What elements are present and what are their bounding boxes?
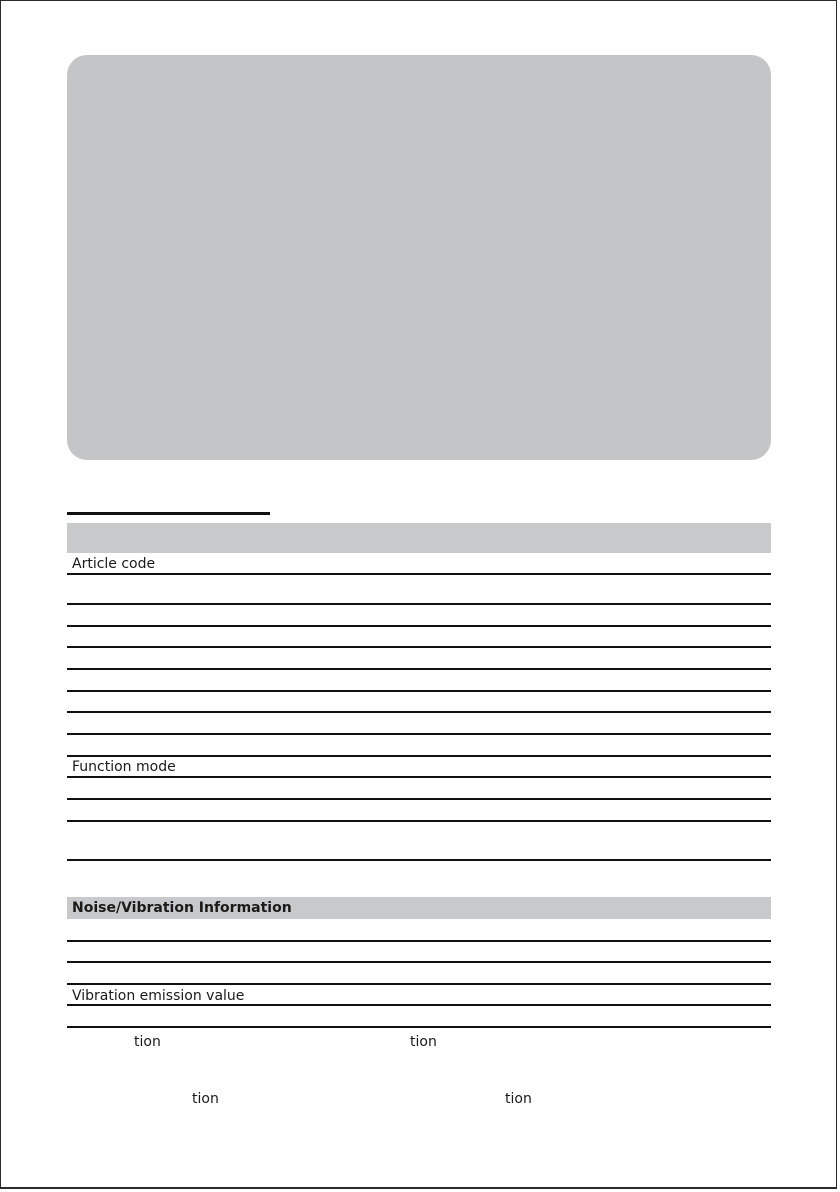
function-mode-label: Function mode	[72, 759, 176, 775]
table-rule	[67, 1004, 771, 1006]
table-rule	[67, 733, 771, 735]
table-rule	[67, 940, 771, 942]
table-rule	[67, 603, 771, 605]
table-rule	[67, 625, 771, 627]
table-rule	[67, 961, 771, 963]
table-rule	[67, 859, 771, 861]
table-rule	[67, 820, 771, 822]
product-image-placeholder	[67, 55, 771, 460]
vibration-emission-label: Vibration emission value	[72, 988, 245, 1004]
table-rule	[67, 798, 771, 800]
text-fragment: tion	[410, 1034, 437, 1050]
heading-underline	[67, 512, 270, 515]
article-code-label: Article code	[72, 556, 156, 572]
noise-section-header	[67, 897, 771, 919]
table-rule	[67, 646, 771, 648]
noise-section-title: Noise/Vibration Information	[72, 900, 292, 916]
text-fragment: tion	[134, 1034, 161, 1050]
table-rule	[67, 573, 771, 575]
text-fragment: tion	[192, 1091, 219, 1107]
table-rule	[67, 711, 771, 713]
table-rule	[67, 1026, 771, 1028]
table-rule	[67, 668, 771, 670]
table-rule	[67, 983, 771, 985]
spec-table-header-band	[67, 523, 771, 553]
text-fragment: tion	[505, 1091, 532, 1107]
table-rule	[67, 755, 771, 757]
table-rule	[67, 690, 771, 692]
table-rule	[67, 776, 771, 778]
